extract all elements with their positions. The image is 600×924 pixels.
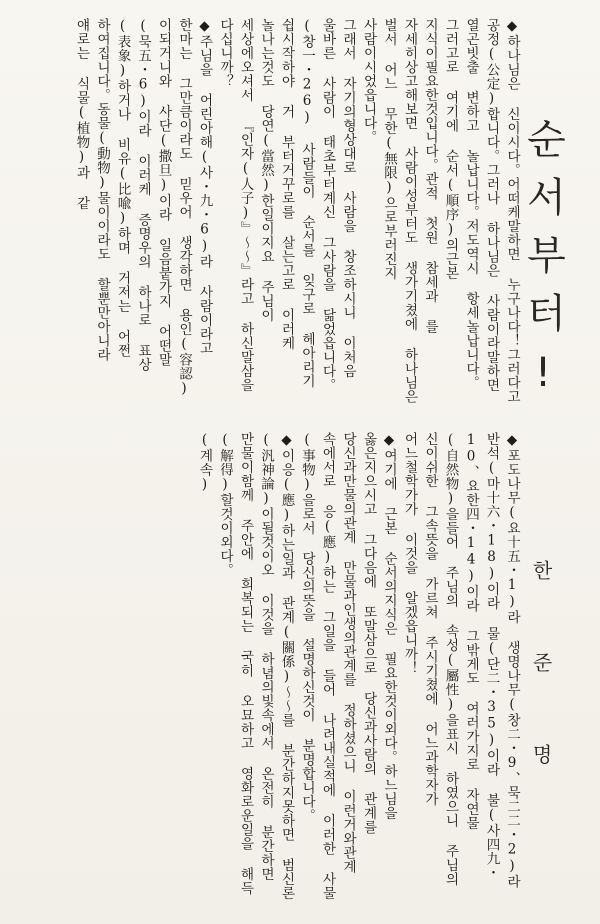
upper-paragraph: ◆주님을 어린아해(사・九・6)라 사람이라고 한마는 그만큼이라도 믿우어 생각하면 용인(容認)이되거니와 사단(撒旦)이라 일음붙가지 어떤말(묵五・6)이라 이러케 증명우의 하나로 표상(表象)하거나 비유(比喩)하며 거저는 어쩐 하여집니다。동물(動物)물이이라도 할뿐만아니라 얘로는 식물(植物)과 같 <box>73 18 213 397</box>
upper-text-block <box>73 18 522 410</box>
continued-note: (계속) <box>196 432 213 493</box>
upper-paragraph: ◆하나님은 신이시다。어떠케말하면 누구나다！그러다고 공정(公定)합니다。그러나 하나님은 사람이라말하면 열곤빗출 변하고 놀납니다。저도역시 항세놀납니다。그러고로 여기에 순서(順序)의근본 지식이필요한것입니다。관적 첫원 참세과 를 자세히상고해보면 사람이성부터도 생가기쳤에 하나님은 벌서 어느 무한(無限)으로부러진지 사람이시었읍니다。 <box>360 18 520 404</box>
lower-paragraph: ◆이응(應)하는일과 관계(關係)〜〜를 분간하지못하면 범신론(汎神論)이될것이오 이것을 하념의빛속에서 온전히 분간하면 만물이함께 주안에 희복되는 국히 오묘하고 영화로운일을 해득(解得)할것이외다。 <box>217 432 295 900</box>
upper-paragraph: 그래서 자기의형상대로 사람을 창조하시니 이처음 울바른 사람이 태초부터계신 그사람을 닮었읍니다。(창一・26) 사람들이 순서를 잊구로 헤아리기 쉽시작하야 거 부터거꾸로를 살는고로 이러케 놀나는것도 당연(當然)한일이지요 주님이 세상에오셔서 『인자(人子)』〜〜』라고 하신말삼을 다십니까？ <box>217 18 356 392</box>
lower-paragraph: ◆여기에 근본 순서의지식은 필요한것이외다。하느님을 옳은지으시고 그다음에 또말삼으로 당신과사람의 관계를 당신과만물의관계 만물과인생의관계를 정하셨으니 이런거와관계 속에서로 응(應)하는 그일을 들어 나려내실적에 이러한 사물(事物)을로서 당신의뜻을 설명하신것이 분명합니다。 <box>299 432 397 900</box>
lower-paragraph: ◆포도나무(요十五・1)라 생명나무(창二・9、묵二二・2)라 반석(마十六・18)이라 물(단二・35)이라 불(사四九・10、요한四・14)이라 그밖게도 여러가지로 자연물(自然物)을들어 주님의 속성(屬性)을표시 하였으니 주님의 신이쉬한 그속뜻을 가르쳐 주시기쳤에 어느과학자가 어느철학가가 이것을 알겠읍니까！ <box>401 432 520 889</box>
article-title: 순서부터! <box>520 118 566 414</box>
author-name: 한 준 명 <box>529 560 553 788</box>
lower-text-block <box>127 432 522 900</box>
